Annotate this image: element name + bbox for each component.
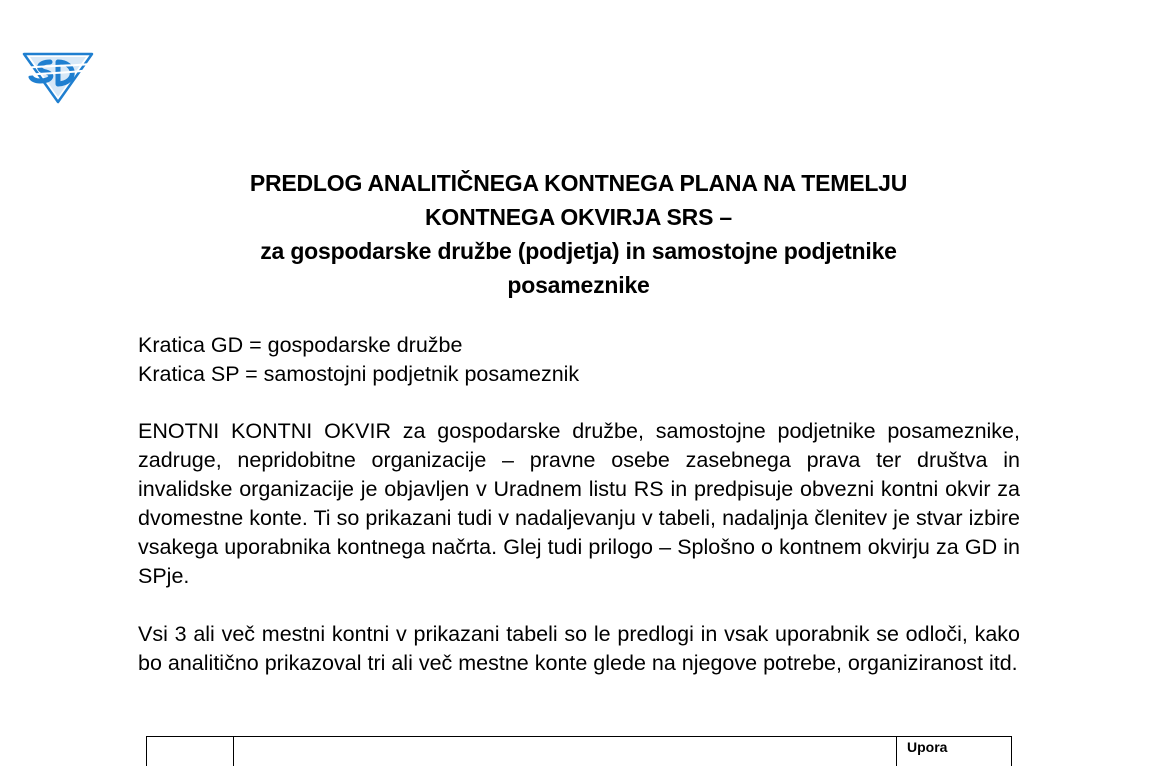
table-header-cell-account bbox=[147, 737, 234, 766]
sd-logo-icon bbox=[20, 48, 96, 104]
account-table bbox=[146, 736, 1012, 756]
table-header-cell-name bbox=[234, 737, 897, 766]
table-header-cell-usage: Upora bbox=[897, 737, 1012, 766]
paragraph-predlogi: Vsi 3 ali več mestni kontni v prikazani tabeli so le predlogi in vsak uporabnik se odloči, kako bo analitično prikazoval tri ali več mestne konte glede na njegove potrebe, organiziranost itd. bbox=[138, 620, 1020, 678]
abbreviation-sp: Kratica SP = samostojni podjetnik posameznik bbox=[138, 360, 1020, 389]
paragraph-kontni-okvir: ENOTNI KONTNI OKVIR za gospodarske družbe, samostojne podjetnike posameznike, zadruge, nepridobitne organizacije – pravne osebe zasebnega prava ter društva in invalidske organizacije je objavljen v Uradnem listu RS in predpisuje obvezni kontni okvir za dvomestne konte. Ti so prikazani tudi v nadaljevanju v tabeli, nadaljnja členitev je stvar izbire vsakega uporabnika kontnega načrta. Glej tudi prilogo – Splošno o kontnem okvirju za GD in SPje. bbox=[138, 417, 1020, 591]
abbreviation-gd: Kratica GD = gospodarske družbe bbox=[138, 331, 1020, 360]
title-line-2: KONTNEGA OKVIRJA SRS – bbox=[0, 200, 1157, 234]
abbreviation-list bbox=[138, 331, 1020, 389]
title-line-4: posameznike bbox=[0, 268, 1157, 302]
title-line-3: za gospodarske družbe (podjetja) in samostojne podjetnike bbox=[0, 234, 1157, 268]
title-line-1: PREDLOG ANALITIČNEGA KONTNEGA PLANA NA TEMELJU bbox=[0, 166, 1157, 200]
table-header-row bbox=[147, 737, 1012, 766]
document-title bbox=[0, 166, 1157, 302]
